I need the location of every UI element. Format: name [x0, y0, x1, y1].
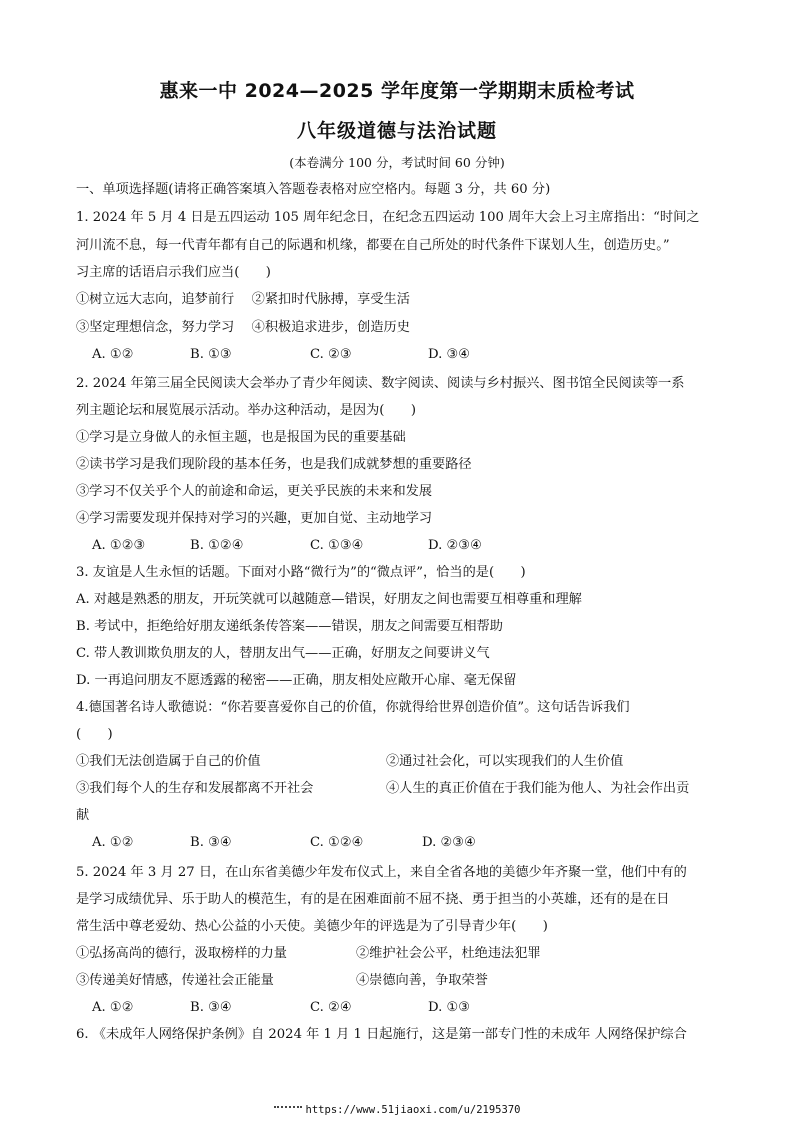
q5-statement: ②维护社会公平，杜绝违法犯罪 — [356, 946, 541, 961]
footer-watermark — [0, 1104, 794, 1116]
q4-statement: ④人生的真正价值在于我们能为他人、为社会作出贡 — [386, 781, 690, 796]
q3-stem-line: 3. 友谊是人生永恒的话题。下面对小路“微行为”的“微点评”，恰当的是( ) — [76, 565, 526, 580]
q5-statement: ④崇德向善，争取荣誉 — [356, 973, 488, 988]
q5-option-b: B. ③④ — [190, 1000, 232, 1015]
q2-stem-line: 2. 2024 年第三届全民阅读大会举办了青少年阅读、数字阅读、阅读与乡村振兴、图书馆全民阅读等一系 — [76, 376, 685, 391]
q3-option-d: D. 一再追问朋友不愿透露的秘密——正确，朋友相处应敞开心扉、毫无保留 — [76, 673, 517, 688]
q1-stem-line: 1. 2024 年 5 月 4 日是五四运动 105 周年纪念日，在纪念五四运动 100 周年大会上习主席指出：“时间之 — [76, 210, 700, 225]
q5-option-c: C. ②④ — [310, 1000, 352, 1015]
q4-option-a: A. ①② — [92, 835, 134, 850]
q5-option-a: A. ①② — [92, 1000, 134, 1015]
q4-stem-line: 4.德国著名诗人歌德说：“你若要喜爱你自己的价值，你就得给世界创造价值”。这句话告诉我们 — [76, 700, 630, 715]
q1-stem-line: 河川流不息，每一代青年都有自己的际遇和机缘，都要在自己所处的时代条件下谋划人生，创造历史。” — [76, 238, 670, 253]
exam-note: (本卷满分 100 分，考试时间 60 分钟) — [289, 155, 505, 170]
q5-statement: ①弘扬高尚的德行，汲取榜样的力量 — [76, 946, 287, 961]
q4-statement-cont: 献 — [76, 808, 90, 823]
q1-option-c: C. ②③ — [310, 347, 352, 362]
q1-option-a: A. ①② — [92, 347, 134, 362]
q1-stem-line: 习主席的话语启示我们应当( ) — [76, 265, 271, 280]
q1-option-b: B. ①③ — [190, 347, 232, 362]
q2-option-d: D. ②③④ — [428, 538, 482, 553]
q1-option-d: D. ③④ — [428, 347, 471, 362]
q3-option-c: C. 带人教训欺负朋友的人，替朋友出气——正确，好朋友之间要讲义气 — [76, 646, 490, 661]
q2-statement: ②读书学习是我们现阶段的基本任务，也是我们成就梦想的重要路径 — [76, 457, 472, 472]
exam-title: 惠来一中 2024—2025 学年度第一学期期末质检考试 — [159, 80, 635, 102]
q4-stem-line: ( ) — [76, 727, 113, 742]
q2-statement: ①学习是立身做人的永恒主题，也是报国为民的重要基础 — [76, 430, 406, 445]
section-heading: 一、单项选择题(请将正确答案填入答题卷表格对应空格内。每题 3 分，共 60 分) — [76, 182, 551, 197]
q4-option-c: C. ①②④ — [310, 835, 364, 850]
q1-statement: ①树立远大志向，追梦前行 ②紧扣时代脉搏，享受生活 — [76, 292, 410, 307]
q4-statement: ①我们无法创造属于自己的价值 — [76, 754, 261, 769]
watermark-mark-icon — [274, 1106, 302, 1114]
q5-stem-line: 常生活中尊老爱幼、热心公益的小天使。美德少年的评选是为了引导青少年( ) — [76, 919, 548, 934]
q4-statement: ③我们每个人的生存和发展都离不开社会 — [76, 781, 314, 796]
q3-option-b: B. 考试中，拒绝给好朋友递纸条传答案——错误，朋友之间需要互相帮助 — [76, 619, 503, 634]
q6-stem-line: 6. 《未成年人网络保护条例》自 2024 年 1 月 1 日起施行，这是第一部专门性的未成年 人网络保护综合 — [76, 1027, 687, 1042]
q2-statement: ④学习需要发现并保持对学习的兴趣，更加自觉、主动地学习 — [76, 511, 433, 526]
footer-url: https://www.51jiaoxi.com/u/2195370 — [305, 1104, 521, 1116]
q2-statement: ③学习不仅关乎个人的前途和命运，更关乎民族的未来和发展 — [76, 484, 433, 499]
q2-option-c: C. ①③④ — [310, 538, 364, 553]
q2-option-b: B. ①②④ — [190, 538, 244, 553]
q5-stem-line: 是学习成绩优异、乐于助人的模范生，有的是在困难面前不屈不挠、勇于担当的小英雄，还有的是在日 — [76, 892, 670, 907]
q4-statement: ②通过社会化，可以实现我们的人生价值 — [386, 754, 624, 769]
q5-stem-line: 5. 2024 年 3 月 27 日，在山东省美德少年发布仪式上，来自全省各地的美德少年齐聚一堂，他们中有的 — [76, 865, 687, 880]
q4-option-b: B. ③④ — [190, 835, 232, 850]
q5-statement: ③传递美好情感，传递社会正能量 — [76, 973, 274, 988]
q2-option-a: A. ①②③ — [92, 538, 146, 553]
q1-statement: ③坚定理想信念，努力学习 ④积极追求进步，创造历史 — [76, 320, 410, 335]
q5-option-d: D. ①③ — [428, 1000, 471, 1015]
q4-option-d: D. ②③④ — [422, 835, 476, 850]
exam-subtitle: 八年级道德与法治试题 — [296, 120, 497, 142]
q3-option-a: A. 对越是熟悉的朋友，开玩笑就可以越随意—错误，好朋友之间也需要互相尊重和理解 — [76, 592, 582, 607]
q2-stem-line: 列主题论坛和展览展示活动。举办这种活动，是因为( ) — [76, 403, 416, 418]
